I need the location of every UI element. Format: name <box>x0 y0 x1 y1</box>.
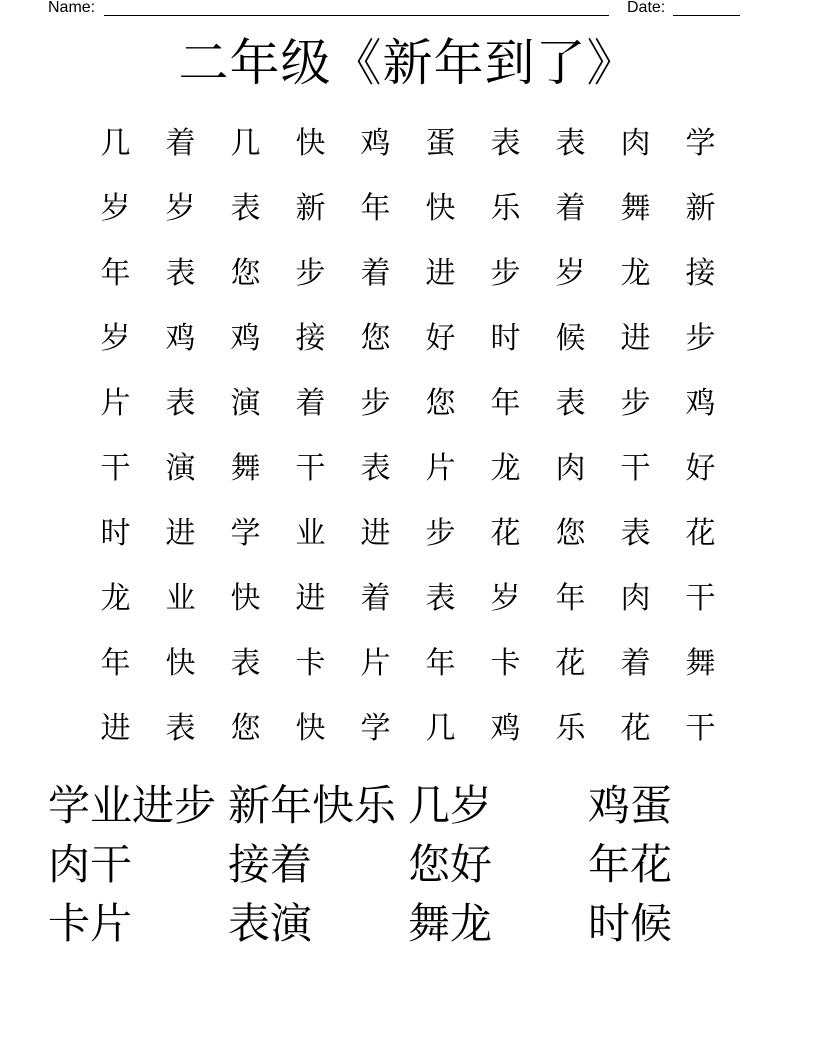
grid-character: 您 <box>230 711 261 746</box>
grid-character: 快 <box>165 646 196 681</box>
name-blank-line[interactable] <box>104 15 609 16</box>
vocabulary-word: 舞龙 <box>408 899 493 948</box>
grid-character: 您 <box>230 256 261 291</box>
grid-character: 岁 <box>165 191 196 226</box>
grid-character: 步 <box>490 256 521 291</box>
grid-character: 您 <box>425 386 456 421</box>
grid-character: 岁 <box>555 256 586 291</box>
grid-character: 年 <box>360 191 391 226</box>
grid-character: 表 <box>555 126 586 161</box>
grid-character: 肉 <box>555 451 586 486</box>
name-label: Name: <box>48 0 96 16</box>
vocabulary-word: 新年快乐 <box>228 781 397 830</box>
word-row <box>48 835 768 894</box>
grid-character: 几 <box>100 126 131 161</box>
grid-row <box>83 631 733 696</box>
grid-character: 片 <box>425 451 456 486</box>
grid-character: 候 <box>555 321 586 356</box>
grid-character: 蛋 <box>425 126 456 161</box>
grid-character: 年 <box>490 386 521 421</box>
grid-character: 片 <box>100 386 131 421</box>
grid-character: 龙 <box>490 451 521 486</box>
grid-character: 时 <box>490 321 521 356</box>
grid-character: 学 <box>685 126 716 161</box>
grid-character: 鸡 <box>490 711 521 746</box>
grid-row <box>83 111 733 176</box>
grid-character: 鸡 <box>685 386 716 421</box>
vocabulary-word: 肉干 <box>48 840 133 889</box>
grid-character: 花 <box>685 516 716 551</box>
grid-character: 龙 <box>100 581 131 616</box>
grid-character: 业 <box>165 581 196 616</box>
grid-character: 岁 <box>100 321 131 356</box>
word-row <box>48 776 768 835</box>
grid-character: 学 <box>230 516 261 551</box>
vocabulary-word: 时候 <box>588 899 673 948</box>
grid-character: 着 <box>165 126 196 161</box>
grid-character: 表 <box>165 386 196 421</box>
grid-character: 乐 <box>490 191 521 226</box>
grid-character: 乐 <box>555 711 586 746</box>
grid-character: 干 <box>685 711 716 746</box>
grid-character: 新 <box>295 191 326 226</box>
grid-character: 快 <box>425 191 456 226</box>
grid-row <box>83 371 733 436</box>
page-title: 二年级《新年到了》 <box>178 34 638 92</box>
grid-character: 表 <box>165 256 196 291</box>
vocabulary-word: 学业进步 <box>48 781 217 830</box>
grid-character: 着 <box>620 646 651 681</box>
grid-character: 肉 <box>620 581 651 616</box>
grid-character: 进 <box>295 581 326 616</box>
grid-character: 快 <box>295 711 326 746</box>
grid-character: 学 <box>360 711 391 746</box>
grid-row <box>83 241 733 306</box>
vocabulary-word: 几岁 <box>408 781 493 830</box>
grid-row <box>83 566 733 631</box>
grid-character: 舞 <box>620 191 651 226</box>
grid-character: 表 <box>230 191 261 226</box>
grid-character: 好 <box>425 321 456 356</box>
grid-character: 花 <box>620 711 651 746</box>
grid-character: 进 <box>360 516 391 551</box>
date-label: Date: <box>627 0 666 16</box>
grid-character: 接 <box>295 321 326 356</box>
grid-character: 表 <box>425 581 456 616</box>
date-blank-line[interactable] <box>673 15 740 16</box>
grid-row <box>83 436 733 501</box>
grid-character: 片 <box>360 646 391 681</box>
grid-character: 您 <box>555 516 586 551</box>
grid-character: 舞 <box>685 646 716 681</box>
grid-character: 您 <box>360 321 391 356</box>
word-row <box>48 894 768 953</box>
grid-character: 着 <box>360 581 391 616</box>
grid-character: 步 <box>295 256 326 291</box>
grid-character: 年 <box>425 646 456 681</box>
grid-character: 业 <box>295 516 326 551</box>
grid-character: 干 <box>620 451 651 486</box>
grid-character: 步 <box>360 386 391 421</box>
grid-character: 年 <box>100 646 131 681</box>
vocabulary-word: 卡片 <box>48 899 133 948</box>
grid-character: 龙 <box>620 256 651 291</box>
grid-character: 步 <box>620 386 651 421</box>
grid-character: 表 <box>620 516 651 551</box>
grid-character: 新 <box>685 191 716 226</box>
grid-row <box>83 501 733 566</box>
vocabulary-word: 接着 <box>228 840 313 889</box>
grid-character: 岁 <box>100 191 131 226</box>
grid-character: 着 <box>360 256 391 291</box>
grid-row <box>83 176 733 241</box>
vocabulary-word: 表演 <box>228 899 313 948</box>
grid-character: 干 <box>100 451 131 486</box>
grid-character: 接 <box>685 256 716 291</box>
grid-row <box>83 306 733 371</box>
grid-character: 干 <box>685 581 716 616</box>
grid-character: 鸡 <box>230 321 261 356</box>
grid-character: 岁 <box>490 581 521 616</box>
grid-character: 年 <box>100 256 131 291</box>
grid-character: 着 <box>295 386 326 421</box>
grid-character: 表 <box>230 646 261 681</box>
grid-character: 表 <box>490 126 521 161</box>
grid-character: 着 <box>555 191 586 226</box>
grid-row <box>83 696 733 761</box>
grid-character: 鸡 <box>360 126 391 161</box>
grid-character: 鸡 <box>165 321 196 356</box>
character-grid <box>83 111 733 761</box>
grid-character: 年 <box>555 581 586 616</box>
grid-character: 进 <box>425 256 456 291</box>
grid-character: 舞 <box>230 451 261 486</box>
grid-character: 花 <box>490 516 521 551</box>
vocabulary-word: 年花 <box>588 840 673 889</box>
grid-character: 快 <box>295 126 326 161</box>
grid-character: 好 <box>685 451 716 486</box>
grid-character: 几 <box>425 711 456 746</box>
grid-character: 步 <box>425 516 456 551</box>
grid-character: 几 <box>230 126 261 161</box>
grid-character: 卡 <box>295 646 326 681</box>
grid-character: 步 <box>685 321 716 356</box>
grid-character: 花 <box>555 646 586 681</box>
grid-character: 进 <box>620 321 651 356</box>
grid-character: 演 <box>165 451 196 486</box>
grid-character: 卡 <box>490 646 521 681</box>
grid-character: 肉 <box>620 126 651 161</box>
word-list <box>48 776 768 953</box>
grid-character: 干 <box>295 451 326 486</box>
grid-character: 进 <box>165 516 196 551</box>
grid-character: 演 <box>230 386 261 421</box>
vocabulary-word: 您好 <box>408 840 493 889</box>
grid-character: 表 <box>555 386 586 421</box>
grid-character: 时 <box>100 516 131 551</box>
name-date-header <box>0 0 816 20</box>
grid-character: 快 <box>230 581 261 616</box>
grid-character: 表 <box>165 711 196 746</box>
grid-character: 进 <box>100 711 131 746</box>
grid-character: 表 <box>360 451 391 486</box>
vocabulary-word: 鸡蛋 <box>588 781 673 830</box>
